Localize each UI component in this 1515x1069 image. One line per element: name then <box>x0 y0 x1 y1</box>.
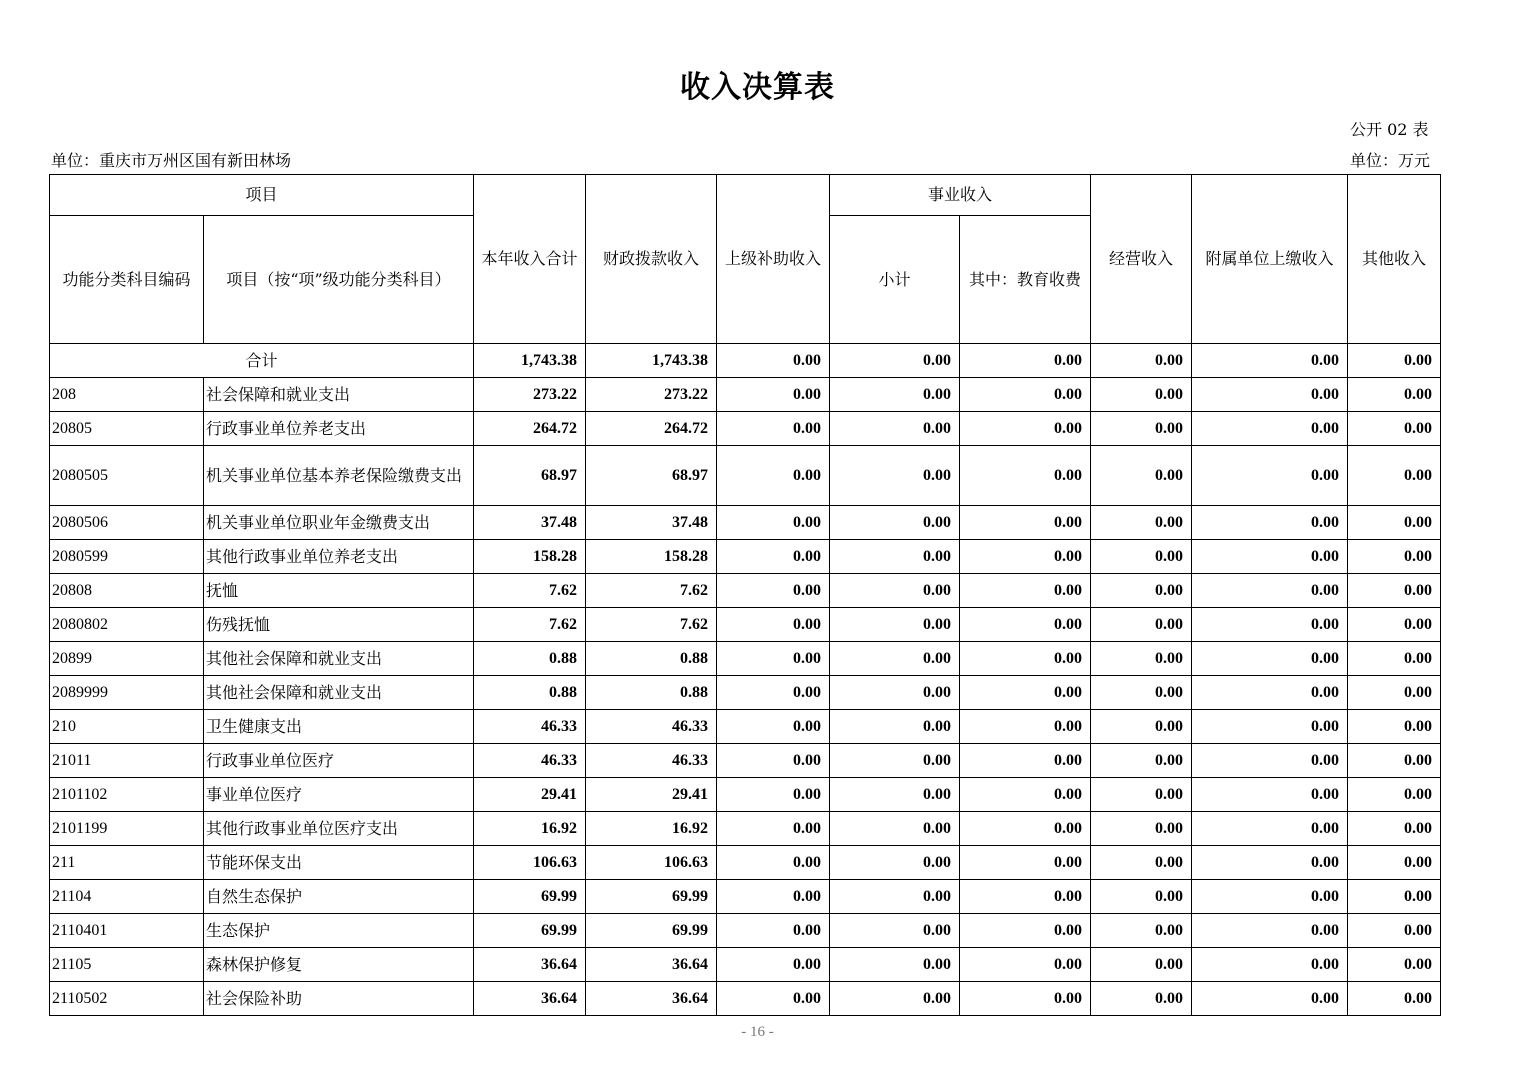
subject-code: 211 <box>50 846 204 880</box>
header-business-subtotal: 小计 <box>830 216 960 344</box>
amount-cell: 0.00 <box>960 710 1091 744</box>
amount-cell: 264.72 <box>586 412 717 446</box>
amount-cell: 0.00 <box>717 846 830 880</box>
amount-cell: 0.00 <box>1192 982 1348 1016</box>
subject-name: 森林保护修复 <box>204 948 474 982</box>
amount-cell: 0.00 <box>1091 914 1192 948</box>
amount-cell: 0.00 <box>1091 812 1192 846</box>
amount-cell: 0.00 <box>717 744 830 778</box>
amount-cell: 0.00 <box>1091 506 1192 540</box>
amount-cell: 29.41 <box>586 778 717 812</box>
table-row <box>50 710 1441 744</box>
amount-cell: 0.00 <box>960 378 1091 412</box>
total-value: 1,743.38 <box>586 344 717 378</box>
table-row <box>50 744 1441 778</box>
amount-cell: 0.00 <box>960 846 1091 880</box>
amount-cell: 0.88 <box>586 676 717 710</box>
amount-cell: 0.00 <box>717 982 830 1016</box>
amount-cell: 0.00 <box>960 778 1091 812</box>
table-row <box>50 378 1441 412</box>
amount-cell: 0.00 <box>830 710 960 744</box>
amount-cell: 0.00 <box>717 710 830 744</box>
header-total: 本年收入合计 <box>474 175 586 344</box>
amount-cell: 0.88 <box>474 642 586 676</box>
amount-cell: 0.00 <box>1348 880 1441 914</box>
subject-name: 机关事业单位职业年金缴费支出 <box>204 506 474 540</box>
amount-cell: 0.00 <box>960 608 1091 642</box>
amount-cell: 68.97 <box>474 446 586 506</box>
total-value: 0.00 <box>830 344 960 378</box>
amount-cell: 0.00 <box>1091 744 1192 778</box>
amount-cell: 0.00 <box>1192 710 1348 744</box>
subject-code: 20899 <box>50 642 204 676</box>
amount-cell: 36.64 <box>586 948 717 982</box>
amount-cell: 106.63 <box>474 846 586 880</box>
amount-cell: 0.00 <box>1348 412 1441 446</box>
header-row-1 <box>50 175 1441 216</box>
amount-cell: 0.00 <box>1348 506 1441 540</box>
amount-cell: 36.64 <box>586 982 717 1016</box>
amount-cell: 0.00 <box>830 642 960 676</box>
table-row <box>50 540 1441 574</box>
amount-cell: 69.99 <box>474 880 586 914</box>
amount-cell: 69.99 <box>586 880 717 914</box>
amount-cell: 0.00 <box>1348 642 1441 676</box>
table-row <box>50 948 1441 982</box>
amount-cell: 0.00 <box>1192 506 1348 540</box>
total-value: 0.00 <box>960 344 1091 378</box>
amount-cell: 0.00 <box>1348 914 1441 948</box>
amount-cell: 0.00 <box>830 880 960 914</box>
amount-cell: 0.00 <box>1192 744 1348 778</box>
amount-cell: 37.48 <box>586 506 717 540</box>
amount-cell: 0.00 <box>1348 744 1441 778</box>
amount-cell: 0.00 <box>717 676 830 710</box>
subject-name: 其他行政事业单位养老支出 <box>204 540 474 574</box>
currency-unit: 单位：万元 <box>1350 151 1431 170</box>
subject-name: 节能环保支出 <box>204 846 474 880</box>
amount-cell: 0.00 <box>830 846 960 880</box>
header-other: 其他收入 <box>1348 175 1441 344</box>
amount-cell: 0.00 <box>1192 948 1348 982</box>
amount-cell: 0.00 <box>1192 676 1348 710</box>
amount-cell: 0.00 <box>1192 446 1348 506</box>
amount-cell: 0.00 <box>717 608 830 642</box>
amount-cell: 29.41 <box>474 778 586 812</box>
amount-cell: 0.00 <box>717 540 830 574</box>
amount-cell: 0.00 <box>960 412 1091 446</box>
amount-cell: 68.97 <box>586 446 717 506</box>
amount-cell: 0.00 <box>830 778 960 812</box>
total-value: 0.00 <box>717 344 830 378</box>
subject-code: 2080505 <box>50 446 204 506</box>
subject-name: 抚恤 <box>204 574 474 608</box>
amount-cell: 0.00 <box>1192 846 1348 880</box>
amount-cell: 0.00 <box>1348 540 1441 574</box>
amount-cell: 46.33 <box>586 710 717 744</box>
amount-cell: 0.00 <box>1348 948 1441 982</box>
amount-cell: 0.00 <box>960 812 1091 846</box>
amount-cell: 69.99 <box>586 914 717 948</box>
amount-cell: 0.00 <box>1091 446 1192 506</box>
amount-cell: 0.00 <box>1091 948 1192 982</box>
amount-cell: 0.00 <box>1091 412 1192 446</box>
amount-cell: 16.92 <box>474 812 586 846</box>
amount-cell: 0.00 <box>1091 778 1192 812</box>
amount-cell: 0.88 <box>586 642 717 676</box>
amount-cell: 0.00 <box>1348 846 1441 880</box>
amount-cell: 0.00 <box>1091 642 1192 676</box>
amount-cell: 0.00 <box>960 744 1091 778</box>
header-name: 项目（按“项”级功能分类科目） <box>204 216 474 344</box>
amount-cell: 0.00 <box>830 608 960 642</box>
amount-cell: 0.00 <box>1192 608 1348 642</box>
amount-cell: 0.00 <box>830 812 960 846</box>
amount-cell: 0.00 <box>1348 982 1441 1016</box>
amount-cell: 0.00 <box>960 676 1091 710</box>
subject-name: 生态保护 <box>204 914 474 948</box>
subject-code: 21104 <box>50 880 204 914</box>
header-business-education: 其中：教育收费 <box>960 216 1091 344</box>
subject-code: 20805 <box>50 412 204 446</box>
amount-cell: 0.00 <box>717 642 830 676</box>
amount-cell: 0.00 <box>1348 812 1441 846</box>
subject-name: 其他社会保障和就业支出 <box>204 642 474 676</box>
table-row <box>50 846 1441 880</box>
amount-cell: 0.00 <box>1348 778 1441 812</box>
header-operating: 经营收入 <box>1091 175 1192 344</box>
amount-cell: 0.00 <box>830 378 960 412</box>
subject-name: 机关事业单位基本养老保险缴费支出 <box>204 446 474 506</box>
page-number: - 16 - <box>741 1024 774 1040</box>
amount-cell: 106.63 <box>586 846 717 880</box>
amount-cell: 0.00 <box>1192 778 1348 812</box>
page-title: 收入决算表 <box>680 70 835 105</box>
amount-cell: 0.00 <box>717 412 830 446</box>
amount-cell: 0.00 <box>830 506 960 540</box>
amount-cell: 7.62 <box>586 608 717 642</box>
amount-cell: 7.62 <box>586 574 717 608</box>
header-project: 项目 <box>50 175 474 216</box>
amount-cell: 36.64 <box>474 982 586 1016</box>
subject-code: 2110502 <box>50 982 204 1016</box>
amount-cell: 46.33 <box>586 744 717 778</box>
subject-code: 2080802 <box>50 608 204 642</box>
amount-cell: 7.62 <box>474 608 586 642</box>
income-table <box>49 174 1441 1016</box>
amount-cell: 0.00 <box>1192 812 1348 846</box>
amount-cell: 273.22 <box>586 378 717 412</box>
subject-code: 21011 <box>50 744 204 778</box>
amount-cell: 0.00 <box>830 574 960 608</box>
amount-cell: 0.00 <box>717 378 830 412</box>
amount-cell: 7.62 <box>474 574 586 608</box>
table-row <box>50 778 1441 812</box>
subject-name: 行政事业单位养老支出 <box>204 412 474 446</box>
header-business: 事业收入 <box>830 175 1091 216</box>
table-row <box>50 812 1441 846</box>
table-row <box>50 574 1441 608</box>
subject-code: 2080506 <box>50 506 204 540</box>
total-value: 0.00 <box>1192 344 1348 378</box>
amount-cell: 0.00 <box>1192 574 1348 608</box>
subject-name: 行政事业单位医疗 <box>204 744 474 778</box>
amount-cell: 0.00 <box>960 446 1091 506</box>
amount-cell: 0.00 <box>1348 574 1441 608</box>
amount-cell: 0.00 <box>1192 914 1348 948</box>
table-row <box>50 642 1441 676</box>
amount-cell: 0.00 <box>830 948 960 982</box>
amount-cell: 46.33 <box>474 744 586 778</box>
total-value: 1,743.38 <box>474 344 586 378</box>
amount-cell: 0.00 <box>960 574 1091 608</box>
table-row <box>50 412 1441 446</box>
subject-code: 2089999 <box>50 676 204 710</box>
amount-cell: 0.00 <box>1091 710 1192 744</box>
total-value: 0.00 <box>1091 344 1192 378</box>
table-row <box>50 446 1441 506</box>
amount-cell: 0.00 <box>1192 880 1348 914</box>
unit-name: 单位：重庆市万州区国有新田林场 <box>51 151 292 170</box>
amount-cell: 0.00 <box>960 540 1091 574</box>
table-row <box>50 914 1441 948</box>
amount-cell: 37.48 <box>474 506 586 540</box>
amount-cell: 0.00 <box>830 914 960 948</box>
amount-cell: 0.00 <box>960 982 1091 1016</box>
amount-cell: 0.00 <box>1192 412 1348 446</box>
amount-cell: 0.00 <box>717 506 830 540</box>
amount-cell: 0.00 <box>830 676 960 710</box>
amount-cell: 0.00 <box>830 540 960 574</box>
amount-cell: 0.00 <box>717 812 830 846</box>
amount-cell: 0.00 <box>1348 710 1441 744</box>
subject-code: 210 <box>50 710 204 744</box>
amount-cell: 264.72 <box>474 412 586 446</box>
amount-cell: 0.00 <box>830 412 960 446</box>
subject-name: 其他行政事业单位医疗支出 <box>204 812 474 846</box>
amount-cell: 0.00 <box>717 880 830 914</box>
header-code: 功能分类科目编码 <box>50 216 204 344</box>
amount-cell: 0.00 <box>1091 608 1192 642</box>
amount-cell: 0.00 <box>1192 540 1348 574</box>
amount-cell: 0.00 <box>717 914 830 948</box>
table-row <box>50 608 1441 642</box>
amount-cell: 0.00 <box>1348 608 1441 642</box>
subject-name: 伤残抚恤 <box>204 608 474 642</box>
amount-cell: 0.00 <box>1091 846 1192 880</box>
amount-cell: 273.22 <box>474 378 586 412</box>
total-value: 0.00 <box>1348 344 1441 378</box>
amount-cell: 0.00 <box>1091 880 1192 914</box>
amount-cell: 0.88 <box>474 676 586 710</box>
amount-cell: 158.28 <box>586 540 717 574</box>
subject-code: 2101102 <box>50 778 204 812</box>
subject-code: 2080599 <box>50 540 204 574</box>
amount-cell: 0.00 <box>830 446 960 506</box>
amount-cell: 0.00 <box>960 914 1091 948</box>
amount-cell: 0.00 <box>1348 378 1441 412</box>
amount-cell: 0.00 <box>960 880 1091 914</box>
subject-code: 21105 <box>50 948 204 982</box>
subject-name: 自然生态保护 <box>204 880 474 914</box>
subject-code: 208 <box>50 378 204 412</box>
subject-code: 2101199 <box>50 812 204 846</box>
amount-cell: 0.00 <box>1091 574 1192 608</box>
table-row <box>50 676 1441 710</box>
amount-cell: 0.00 <box>717 574 830 608</box>
subject-code: 2110401 <box>50 914 204 948</box>
subject-name: 社会保险补助 <box>204 982 474 1016</box>
amount-cell: 0.00 <box>830 744 960 778</box>
total-row <box>50 344 1441 378</box>
subject-name: 其他社会保障和就业支出 <box>204 676 474 710</box>
amount-cell: 0.00 <box>1091 540 1192 574</box>
subject-name: 社会保障和就业支出 <box>204 378 474 412</box>
header-affiliate: 附属单位上缴收入 <box>1192 175 1348 344</box>
amount-cell: 0.00 <box>1192 642 1348 676</box>
amount-cell: 0.00 <box>1348 446 1441 506</box>
amount-cell: 158.28 <box>474 540 586 574</box>
amount-cell: 0.00 <box>717 948 830 982</box>
table-row <box>50 982 1441 1016</box>
amount-cell: 0.00 <box>960 642 1091 676</box>
amount-cell: 0.00 <box>717 446 830 506</box>
total-label: 合计 <box>50 344 474 378</box>
table-row <box>50 880 1441 914</box>
amount-cell: 0.00 <box>960 948 1091 982</box>
header-superior: 上级补助收入 <box>717 175 830 344</box>
form-code: 公开 02 表 <box>1350 120 1429 139</box>
subject-name: 卫生健康支出 <box>204 710 474 744</box>
amount-cell: 0.00 <box>1091 378 1192 412</box>
amount-cell: 36.64 <box>474 948 586 982</box>
amount-cell: 0.00 <box>960 506 1091 540</box>
amount-cell: 46.33 <box>474 710 586 744</box>
amount-cell: 0.00 <box>1192 378 1348 412</box>
amount-cell: 0.00 <box>717 778 830 812</box>
amount-cell: 0.00 <box>1091 676 1192 710</box>
amount-cell: 0.00 <box>1091 982 1192 1016</box>
amount-cell: 0.00 <box>830 982 960 1016</box>
amount-cell: 69.99 <box>474 914 586 948</box>
amount-cell: 16.92 <box>586 812 717 846</box>
subject-name: 事业单位医疗 <box>204 778 474 812</box>
table-row <box>50 506 1441 540</box>
subject-code: 20808 <box>50 574 204 608</box>
amount-cell: 0.00 <box>1348 676 1441 710</box>
header-fiscal: 财政拨款收入 <box>586 175 717 344</box>
